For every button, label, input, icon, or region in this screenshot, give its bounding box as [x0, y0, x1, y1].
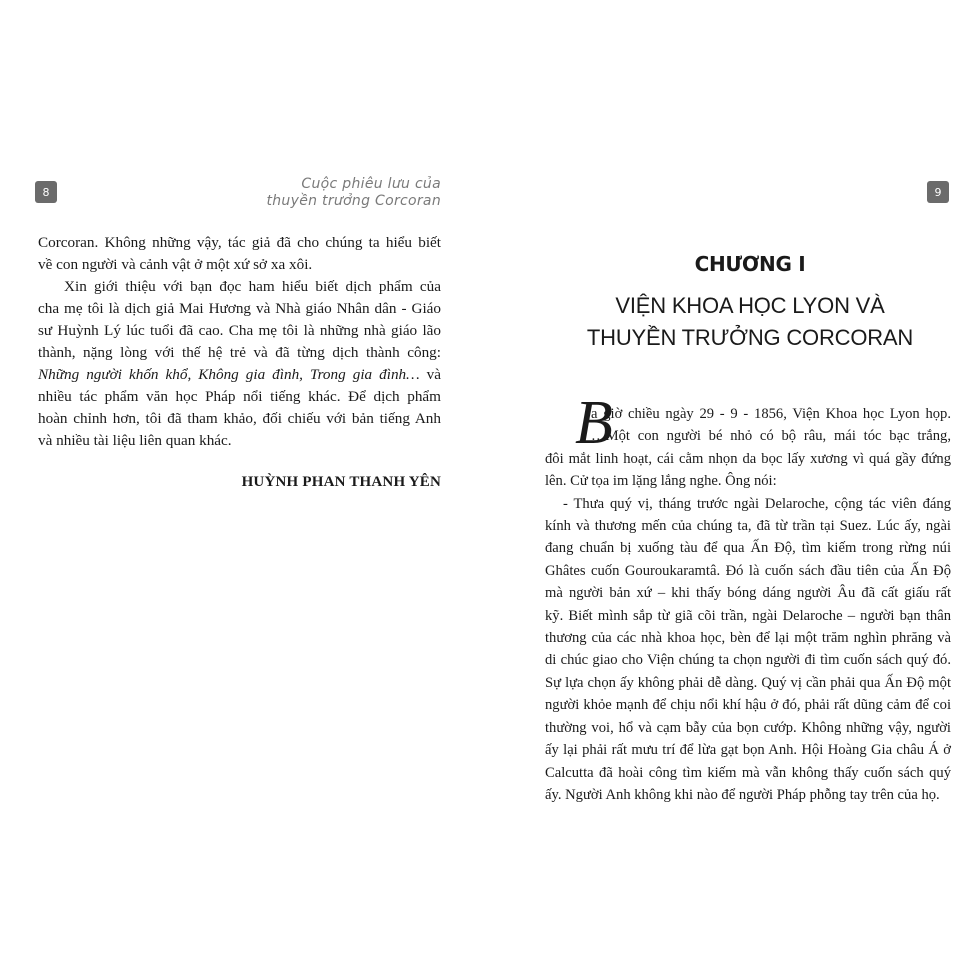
- chapter-title-line: VIỆN KHOA HỌC LYON VÀ: [615, 293, 885, 318]
- text-line: Ghâtes cuốn Gouroukaramtâ. Đó là cuốn sách đầu tiên của Ấn Độ: [545, 562, 951, 579]
- text-line: a giờ chiều ngày 29 - 9 - 1856, Viện Khoa học Lyon họp.: [591, 406, 951, 422]
- text-line: mà người bản xứ – khi thấy bóng dáng người Âu đã cất giấu rất: [545, 585, 951, 602]
- text-line: ấy. Người Anh không khi nào để người Pháp phỗng tay trên của họ.: [545, 786, 940, 803]
- text-line: hoàn chỉnh hơn, tôi đã tham khảo, đối chiếu với bản tiếng Anh: [38, 410, 441, 427]
- text-line: đôi mắt linh hoạt, cái cằm nhọn da bọc lấy xương vì quá gầy đứng: [545, 450, 951, 467]
- text-line: di chúc giao cho Viện chúng ta chọn người đi tìm cuốn sách quý đó.: [545, 652, 951, 669]
- page-number-right: 9: [927, 181, 949, 203]
- text-line: và nhiều tài liệu liên quan khác.: [38, 432, 232, 449]
- text-line: kính và thương mến của chúng ta, đã từ trần tại Suez. Lúc ấy, ngài: [545, 518, 951, 535]
- text-line: cha mẹ tôi là dịch giả Mai Hương và Nhà giáo Nhân dân - Giáo: [38, 300, 441, 317]
- text-line: Corcoran. Không những vậy, tác giả đã cho chúng ta hiểu biết: [38, 234, 441, 251]
- page-number-left: 8: [35, 181, 57, 203]
- text-line-mixed: [38, 364, 441, 386]
- chapter-title-line: THUYỀN TRƯỞNG CORCORAN: [586, 325, 914, 350]
- right-body-text: [545, 403, 951, 806]
- text-line: Sự lựa chọn ấy không phải dễ dàng. Quý vị cần phải qua Ấn Độ một: [545, 674, 951, 691]
- running-head: [200, 176, 441, 210]
- text-line: kỹ. Biết mình sắp từ giã cõi trần, ngài Delaroche – người bạn thân: [545, 607, 951, 624]
- text-line: về con người và cảnh vật ở một xứ sở xa xôi.: [38, 256, 313, 273]
- right-page: [490, 0, 980, 980]
- text-line: thường voi, hổ và cạm bẫy của bọn cướp. Không những vậy, người: [545, 719, 951, 736]
- text-line: nhiều tác phẩm văn học Pháp nổi tiếng khác. Để dịch phẩm: [38, 388, 441, 405]
- running-head-line: thuyền trưởng Corcoran: [266, 193, 441, 209]
- text-line: ấy lại phải rất mưu trí để lừa gạt bọn Anh. Hội Hoàng Gia châu Á ở: [545, 742, 951, 759]
- paragraph: [38, 276, 441, 452]
- text-line: Xin giới thiệu với bạn đọc ham hiểu biết dịch phẩm của: [64, 278, 441, 295]
- text-line: - Thưa quý vị, tháng trước ngài Delaroche, cộng tác viên đáng: [563, 495, 951, 512]
- text-line: sư Huỳnh Lý lúc tuổi đã cao. Cha mẹ tôi là những nhà giáo lão: [38, 322, 441, 339]
- drop-cap: B: [575, 389, 613, 457]
- text-fragment: và: [419, 366, 441, 383]
- chapter-title: [550, 290, 950, 354]
- text-line: đang chuẩn bị xuống tàu để qua Ấn Độ, tìm kiếm trong rừng núi: [545, 540, 951, 557]
- text-line: …Một con người bé nhỏ có bộ râu, mái tóc bạc trắng,: [591, 428, 951, 445]
- book-titles: Những người khốn khổ, Không gia đình, Trong gia đình…: [38, 366, 420, 383]
- paragraph: [38, 232, 441, 276]
- text-line: người khỏe mạnh để chịu nổi khí hậu ở đó, phải rất dũng cảm để coi: [545, 697, 951, 714]
- text-line: thương của các nhà khoa học, bèn để lại một trăm nghìn phrăng và: [545, 630, 951, 647]
- running-head-line: Cuộc phiêu lưu của: [301, 176, 441, 192]
- chapter-label: CHƯƠNG I: [694, 252, 806, 276]
- text-line: thành, nặng lòng với thế hệ trẻ và đã từng dịch thành công:: [38, 344, 441, 361]
- left-body-text: [38, 232, 441, 452]
- text-line: Calcutta đã hoài công tìm kiếm mà vẫn không thấy cuốn sách quý: [545, 764, 951, 781]
- author-signature: HUỲNH PHAN THANH YÊN: [241, 474, 441, 490]
- text-line: lên. Cử tọa im lặng lắng nghe. Ông nói:: [545, 473, 777, 490]
